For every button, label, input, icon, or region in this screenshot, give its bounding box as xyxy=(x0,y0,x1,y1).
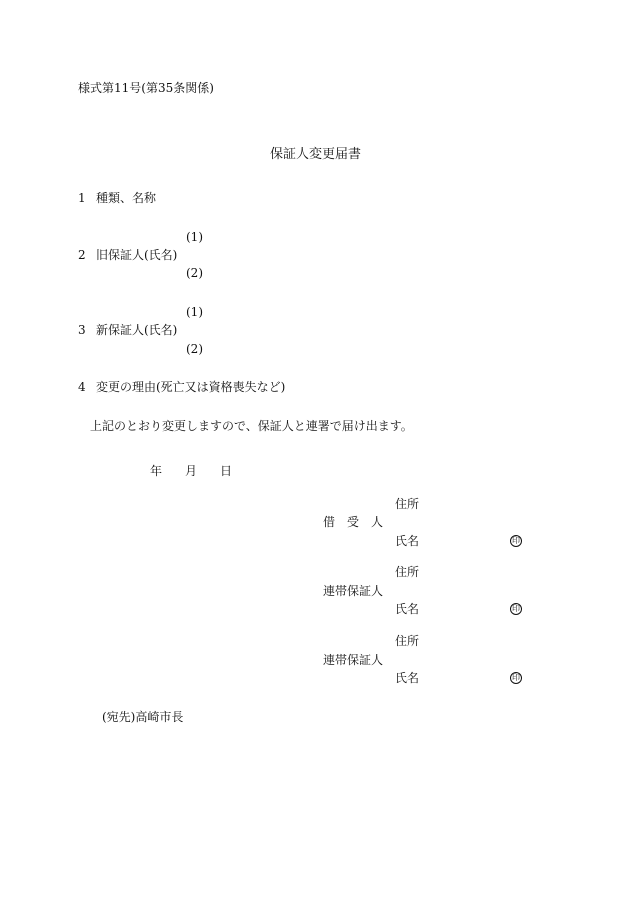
item1-number: 1 xyxy=(78,191,86,205)
address-label: 住所 xyxy=(395,634,420,648)
address-label: 住所 xyxy=(395,497,420,511)
addressee: (宛先)高崎市長 xyxy=(102,710,184,724)
seal-icon: 印 xyxy=(512,673,520,682)
document-title: 保証人変更届書 xyxy=(270,147,362,162)
item2-label: 旧保証人(氏名) xyxy=(96,248,178,262)
item2-sub2: (2) xyxy=(186,266,203,280)
statement: 上記のとおり変更しますので、保証人と連署で届け出ます。 xyxy=(90,419,413,433)
signer-role: 連帯保証人 xyxy=(323,653,384,667)
name-label: 氏名 xyxy=(395,602,420,616)
date-day: 日 xyxy=(220,464,233,478)
item4-label: 変更の理由(死亡又は資格喪失など) xyxy=(96,380,286,394)
form-number: 様式第11号(第35条関係) xyxy=(78,81,214,95)
name-label: 氏名 xyxy=(395,534,420,548)
name-label: 氏名 xyxy=(395,671,420,685)
item3-sub2: (2) xyxy=(186,342,203,356)
date-year: 年 xyxy=(150,464,163,478)
address-label: 住所 xyxy=(395,565,420,579)
item3-number: 3 xyxy=(78,323,86,337)
item4-number: 4 xyxy=(78,380,86,394)
item2-number: 2 xyxy=(78,248,86,262)
date-month: 月 xyxy=(185,464,198,478)
signer-role: 連帯保証人 xyxy=(323,584,384,598)
item3-label: 新保証人(氏名) xyxy=(96,323,178,337)
item1-label: 種類、名称 xyxy=(96,191,157,205)
item3-sub1: (1) xyxy=(186,305,203,319)
seal-icon: 印 xyxy=(512,536,520,545)
seal-icon: 印 xyxy=(512,604,520,613)
item2-sub1: (1) xyxy=(186,230,203,244)
signer-role: 借 受 人 xyxy=(323,515,384,529)
